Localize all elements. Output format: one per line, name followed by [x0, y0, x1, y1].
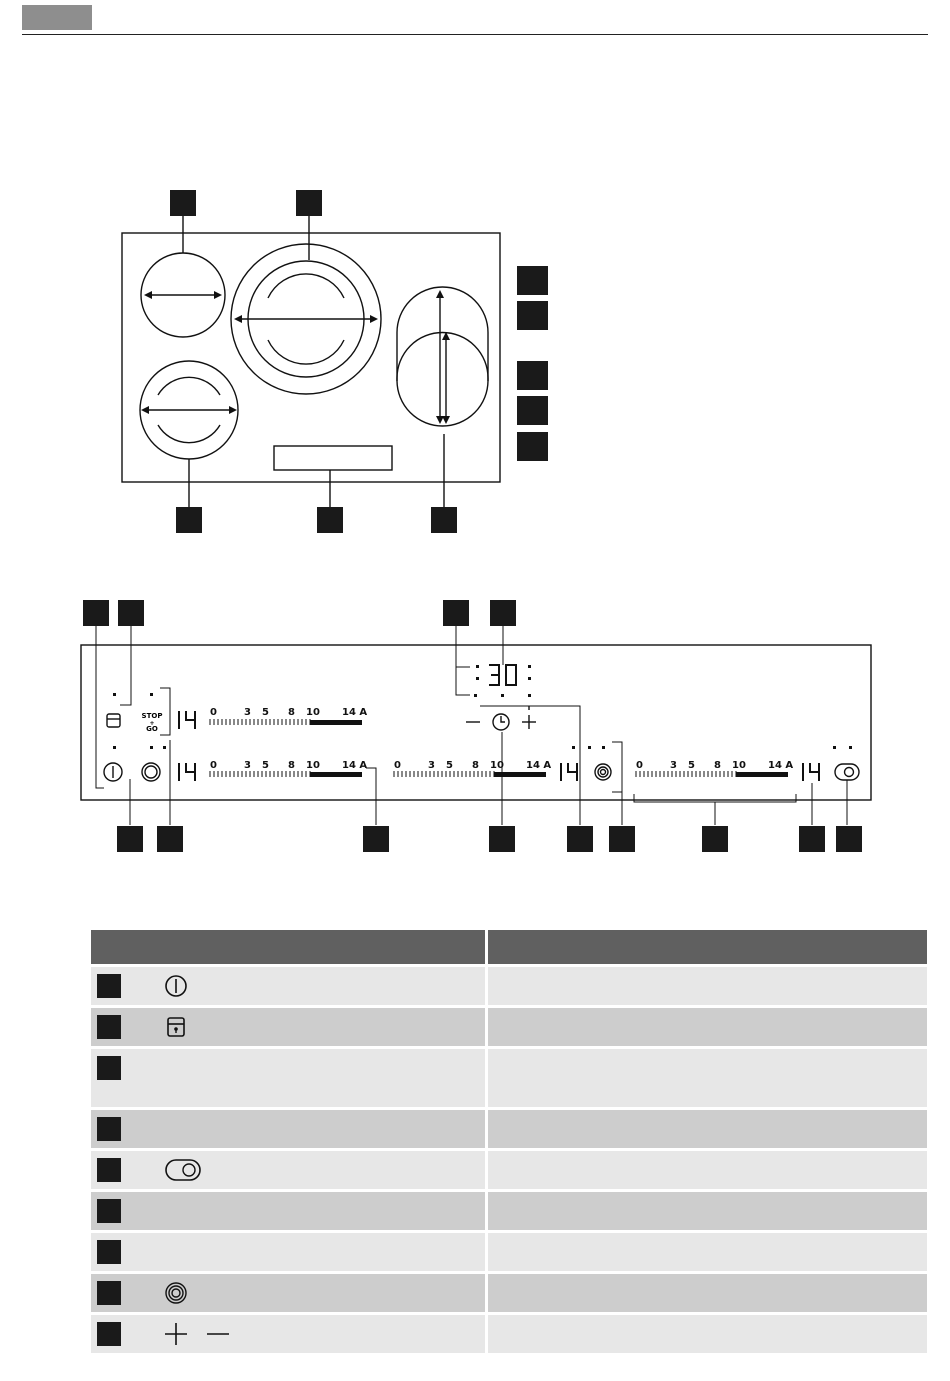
svg-text:10: 10: [306, 707, 320, 718]
header-symbol: [157, 930, 488, 964]
marker-bridge: [836, 826, 862, 852]
svg-text:10: 10: [732, 760, 746, 771]
table-row: [91, 1192, 927, 1230]
svg-text:10: 10: [490, 760, 504, 771]
header-description: [488, 930, 927, 964]
svg-text:14 A: 14 A: [342, 707, 368, 718]
marker-power-top: [83, 600, 109, 626]
svg-text:0: 0: [210, 760, 217, 771]
table-row: [91, 1151, 927, 1189]
svg-text:0: 0: [394, 760, 401, 771]
svg-text:14 A: 14 A: [342, 760, 368, 771]
svg-text:8: 8: [472, 760, 479, 771]
marker-middle: [296, 190, 322, 216]
svg-text:3: 3: [244, 760, 251, 771]
table-row: [91, 967, 927, 1005]
marker-lock-top: [118, 600, 144, 626]
dual-zone-icon: [163, 1280, 189, 1306]
stop-go-top: STOP: [141, 712, 163, 720]
timer-display: [489, 665, 516, 685]
svg-text:5: 5: [262, 760, 269, 771]
svg-text:GO: GO: [146, 725, 158, 733]
svg-text:3: 3: [670, 760, 677, 771]
svg-text:3: 3: [244, 707, 251, 718]
svg-text:8: 8: [714, 760, 721, 771]
hob-layout-diagram: [0, 0, 950, 560]
table-row: [91, 1049, 927, 1107]
table-row: [91, 1008, 927, 1046]
lock-icon: [163, 1014, 189, 1040]
marker-timer: [489, 826, 515, 852]
table-row: [91, 1233, 927, 1271]
spec-marker-2: [517, 301, 548, 330]
hob-control-panel: [274, 446, 392, 470]
marker-scale: [363, 826, 389, 852]
svg-text:14 A: 14 A: [768, 760, 794, 771]
marker-display: [799, 826, 825, 852]
table-row: [91, 1110, 927, 1148]
svg-text:5: 5: [446, 760, 453, 771]
table-row: [91, 1315, 927, 1353]
marker-timer-display: [443, 600, 469, 626]
power-icon: [163, 973, 189, 999]
svg-text:14 A: 14 A: [526, 760, 552, 771]
marker-control-panel: [317, 507, 343, 533]
spec-marker-4: [517, 396, 548, 425]
svg-text:8: 8: [288, 760, 295, 771]
header-number: [91, 930, 157, 964]
lock-symbol: [107, 714, 120, 727]
svg-text:5: 5: [688, 760, 695, 771]
marker-front-left: [176, 507, 202, 533]
spec-marker-5: [517, 432, 548, 461]
bridge-symbol: [835, 764, 859, 780]
marker-timer-indicator: [490, 600, 516, 626]
bridge-icon: [163, 1157, 203, 1183]
marker-timer-plus: [567, 826, 593, 852]
svg-text:+: +: [149, 720, 155, 727]
svg-text:10: 10: [306, 760, 320, 771]
marker-dual: [609, 826, 635, 852]
plus-minus-icon: [163, 1321, 243, 1347]
marker-rear-left: [170, 190, 196, 216]
svg-text:3: 3: [428, 760, 435, 771]
marker-power: [117, 826, 143, 852]
marker-oval: [431, 507, 457, 533]
marker-slider: [702, 826, 728, 852]
marker-stop-go: [157, 826, 183, 852]
legend-table: [91, 927, 927, 1356]
svg-text:5: 5: [262, 707, 269, 718]
svg-text:8: 8: [288, 707, 295, 718]
table-row: [91, 1274, 927, 1312]
spec-marker-1: [517, 266, 548, 295]
spec-marker-3: [517, 361, 548, 390]
oval-zone: [397, 287, 488, 426]
svg-text:0: 0: [636, 760, 643, 771]
svg-text:0: 0: [210, 707, 217, 718]
